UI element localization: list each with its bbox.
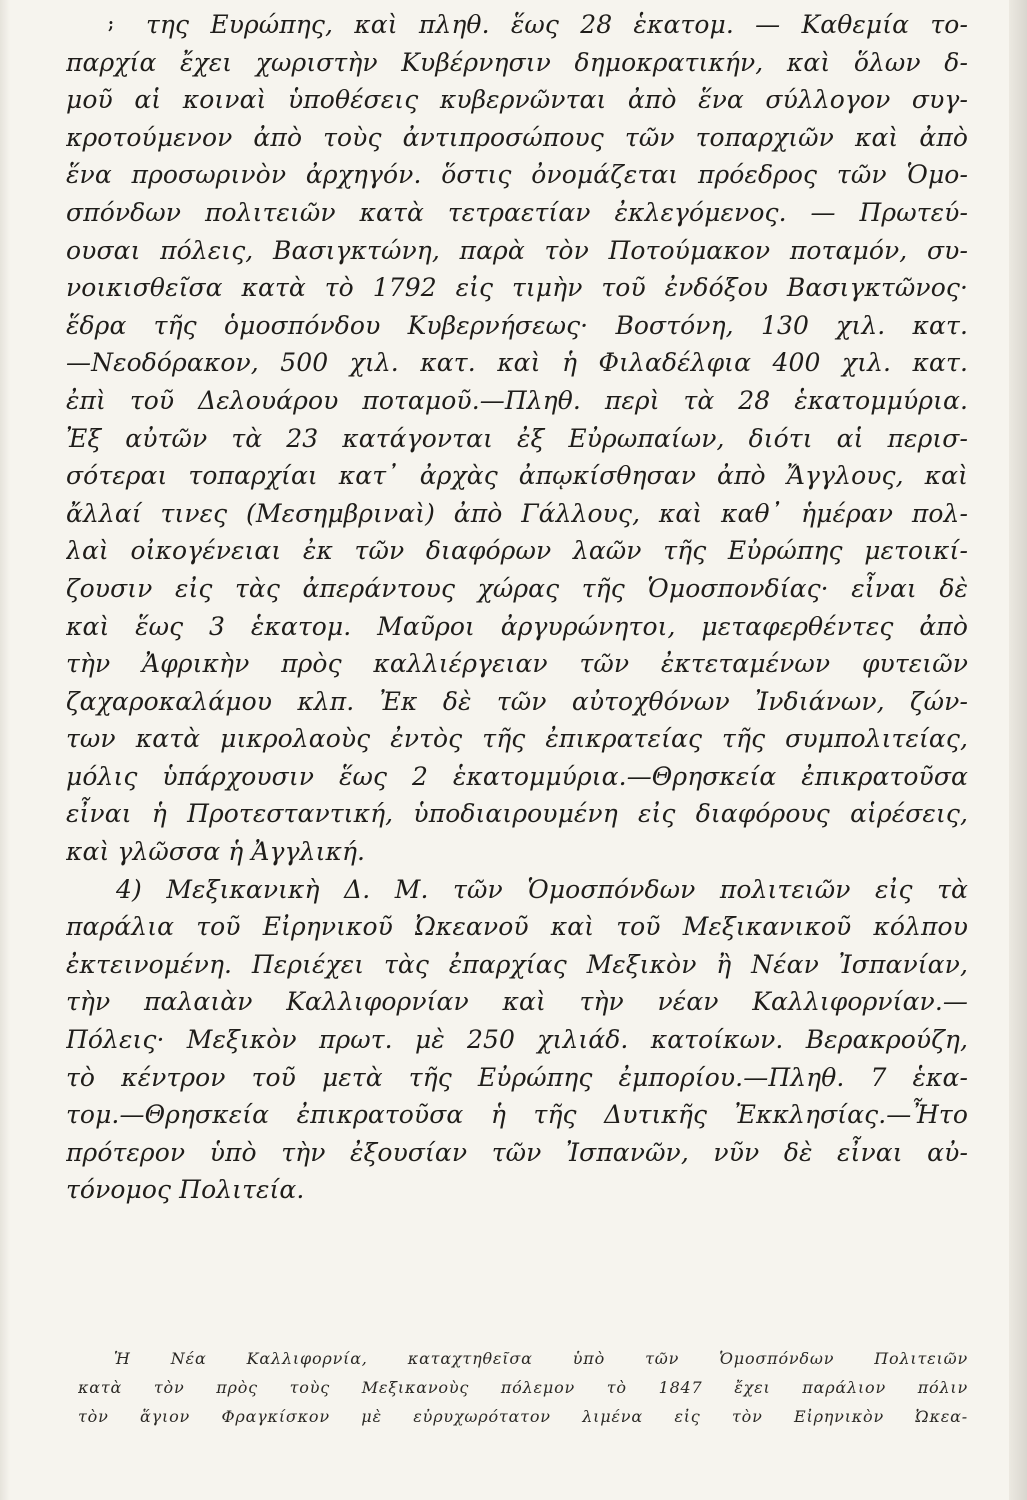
text-line: τὴν παλαιὰν Καλλιφορνίαν καὶ τὴν νέαν Καλλιφορνίαν.—: [66, 987, 968, 1017]
text-line: ζουσιν εἰς τὰς ἀπεράντους χώρας τῆς Ὁμοσπονδίας· εἶναι δὲ: [66, 573, 968, 603]
text-line: 4) Μεξικανικὴ Δ. Μ. τῶν Ὁμοσπόνδων πολιτειῶν εἰς τὰ: [116, 874, 968, 904]
footnote-line: κατὰ τὸν πρὸς τοὺς Μεξικανοὺς πόλεμον τὸ 1847 ἔχει παράλιον πόλιν: [78, 1378, 968, 1397]
text-line: ζαχαροκαλάμου κλπ. Ἐκ δὲ τῶν αὐτοχθόνων Ἰνδιάνων, ζών-: [66, 686, 968, 716]
page-edge-left: [0, 0, 10, 1500]
text-line: παρχία ἔχει χωριστὴν Κυβέρνησιν δημοκρατικήν, καὶ ὅλων δ-: [66, 47, 968, 77]
text-line: ἐπὶ τοῦ Δελουάρου ποταμοῦ.—Πληθ. περὶ τὰ 28 ἑκατομμύρια.: [66, 385, 968, 415]
text-line: μόλις ὑπάρχουσιν ἕως 2 ἑκατομμύρια.—Θρησκεία ἐπικρατοῦσα: [66, 761, 968, 791]
margin-marker: ;: [108, 14, 114, 33]
footnote-line: Ἡ Νέα Καλλιφορνία, καταχτηθεῖσα ὑπὸ τῶν Ὁμοσπόνδων Πολιτειῶν: [114, 1349, 968, 1368]
text-line: λαὶ οἰκογένειαι ἐκ τῶν διαφόρων λαῶν τῆς Εὐρώπης μετοικί-: [66, 536, 968, 566]
text-line: Πόλεις· Μεξικὸν πρωτ. μὲ 250 χιλιάδ. κατοίκων. Βερακρούζη,: [66, 1025, 968, 1055]
text-line: πρότερον ὑπὸ τὴν ἐξουσίαν τῶν Ἰσπανῶν, νῦν δὲ εἶναι αὐ-: [66, 1137, 968, 1167]
text-line: τομ.—Θρησκεία ἐπικρατοῦσα ἡ τῆς Δυτικῆς Ἐκκλησίας.—Ἦτο: [66, 1100, 968, 1130]
text-line: καὶ ἕως 3 ἑκατομ. Μαῦροι ἀργυρώνητοι, μεταφερθέντες ἀπὸ: [66, 611, 968, 641]
footnote: [78, 1344, 968, 1431]
text-line: ἕδρα τῆς ὁμοσπόνδου Κυβερνήσεως· Βοστόνη, 130 χιλ. κατ.: [66, 310, 968, 340]
page-edge-right: [1009, 0, 1027, 1500]
text-line: τὴν Ἀφρικὴν πρὸς καλλιέργειαν τῶν ἐκτεταμένων φυτειῶν: [66, 649, 968, 679]
footnote-line: τὸν ἅγιον Φραγκίσκον μὲ εὐρυχωρότατον λιμένα εἰς τὸν Εἰρηνικὸν Ὠκεα-: [78, 1407, 968, 1426]
text-line: σότεραι τοπαρχίαι κατ᾽ ἀρχὰς ἀπῳκίσθησαν ἀπὸ Ἄγγλους, καὶ: [66, 461, 968, 491]
text-line: κροτούμενον ἀπὸ τοὺς ἀντιπροσώπους τῶν τοπαρχιῶν καὶ ἀπὸ: [66, 122, 968, 152]
text-line: σπόνδων πολιτειῶν κατὰ τετραετίαν ἐκλεγόμενος. — Πρωτεύ-: [66, 197, 968, 227]
text-line: ἕνα προσωρινὸν ἀρχηγόν. ὅστις ὀνομάζεται πρόεδρος τῶν Ὁμο-: [66, 160, 968, 190]
text-line: μοῦ αἱ κοιναὶ ὑποθέσεις κυβερνῶνται ἀπὸ ἕνα σύλλογον συγ-: [66, 85, 968, 115]
text-line: των κατὰ μικρολαοὺς ἐντὸς τῆς ἐπικρατείας τῆς συμπολιτείας,: [66, 724, 968, 754]
main-text: [66, 6, 968, 1209]
text-line: ἐκτεινομένη. Περιέχει τὰς ἐπαρχίας Μεξικὸν ἢ Νέαν Ἰσπανίαν,: [66, 949, 968, 979]
text-line: Ἐξ αὐτῶν τὰ 23 κατάγονται ἐξ Εὐρωπαίων, διότι αἱ περισ-: [66, 423, 968, 453]
text-line: ουσαι πόλεις, Βασιγκτώνη, παρὰ τὸν Ποτούμακον ποταμόν, συ-: [66, 235, 968, 265]
text-line: εἶναι ἡ Προτεσταντική, ὑποδιαιρουμένη εἰς διαφόρους αἱρέσεις,: [66, 799, 968, 829]
text-line: τόνομος Πολιτεία.: [66, 1175, 305, 1205]
text-line: της Ευρώπης, καὶ πληθ. ἕως 28 ἑκατομ. — Καθεμία το-: [146, 10, 968, 39]
text-line: —Νεοδόρακον, 500 χιλ. κατ. καὶ ἡ Φιλαδέλφια 400 χιλ. κατ.: [66, 348, 968, 378]
text-line: καὶ γλῶσσα ἡ Ἀγγλική.: [66, 837, 366, 867]
text-line: νοικισθεῖσα κατὰ τὸ 1792 εἰς τιμὴν τοῦ ἐνδόξου Βασιγκτῶνος·: [66, 273, 968, 303]
text-line: τὸ κέντρον τοῦ μετὰ τῆς Εὐρώπης ἐμπορίου.—Πληθ. 7 ἑκα-: [66, 1062, 968, 1092]
text-line: παράλια τοῦ Εἰρηνικοῦ Ὠκεανοῦ καὶ τοῦ Μεξικανικοῦ κόλπου: [66, 912, 968, 942]
text-line: ἄλλαί τινες (Μεσημβριναὶ) ἀπὸ Γάλλους, καὶ καθ᾽ ἡμέραν πολ-: [66, 498, 968, 528]
